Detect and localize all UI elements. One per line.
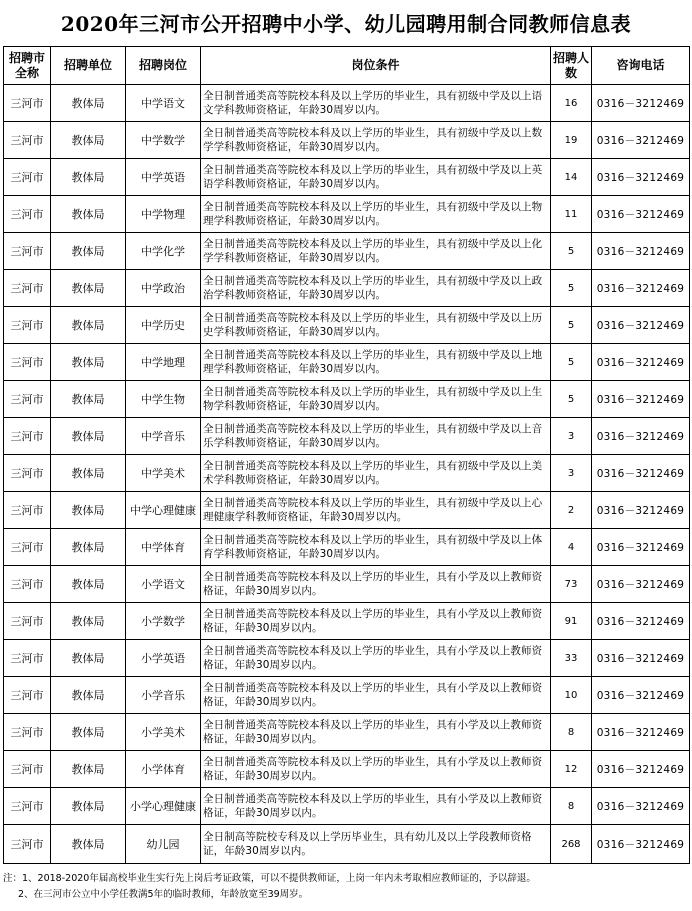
cell-condition: 全日制普通类高等院校本科及以上学历的毕业生，具有小学及以上教师资格证，年龄30周岁以内。 xyxy=(201,640,551,677)
cell-city: 三河市 xyxy=(4,566,51,603)
cell-unit: 教体局 xyxy=(51,751,126,788)
cell-count: 5 xyxy=(551,233,592,270)
cell-post: 中学地理 xyxy=(126,344,201,381)
cell-city: 三河市 xyxy=(4,307,51,344)
cell-condition: 全日制普通类高等院校本科及以上学历的毕业生，具有初级中学及以上英语学科教师资格证，年龄30周岁以内。 xyxy=(201,159,551,196)
cell-unit: 教体局 xyxy=(51,270,126,307)
table-row xyxy=(4,788,690,825)
header-city: 招聘市全称 xyxy=(4,47,51,85)
cell-phone: 0316－3212469 xyxy=(592,677,690,714)
cell-city: 三河市 xyxy=(4,603,51,640)
cell-count: 8 xyxy=(551,788,592,825)
table-row xyxy=(4,751,690,788)
cell-city: 三河市 xyxy=(4,825,51,864)
cell-condition: 全日制普通类高等院校本科及以上学历的毕业生，具有小学及以上教师资格证，年龄30周岁以内。 xyxy=(201,788,551,825)
cell-city: 三河市 xyxy=(4,455,51,492)
cell-condition: 全日制普通类高等院校本科及以上学历的毕业生，具有初级中学及以上体育学科教师资格证，年龄30周岁以内。 xyxy=(201,529,551,566)
cell-phone: 0316－3212469 xyxy=(592,492,690,529)
table-row xyxy=(4,640,690,677)
cell-count: 5 xyxy=(551,270,592,307)
table-row xyxy=(4,381,690,418)
page-title: 2020年三河市公开招聘中小学、幼儿园聘用制合同教师信息表 xyxy=(60,11,632,36)
cell-city: 三河市 xyxy=(4,122,51,159)
cell-post: 小学体育 xyxy=(126,751,201,788)
cell-post: 中学生物 xyxy=(126,381,201,418)
cell-post: 中学历史 xyxy=(126,307,201,344)
cell-city: 三河市 xyxy=(4,529,51,566)
table-row xyxy=(4,122,690,159)
cell-post: 幼儿园 xyxy=(126,825,201,864)
cell-unit: 教体局 xyxy=(51,85,126,122)
cell-city: 三河市 xyxy=(4,751,51,788)
header-unit: 招聘单位 xyxy=(51,47,126,85)
cell-count: 91 xyxy=(551,603,592,640)
cell-post: 中学化学 xyxy=(126,233,201,270)
table-row xyxy=(4,159,690,196)
table-row xyxy=(4,492,690,529)
cell-city: 三河市 xyxy=(4,677,51,714)
header-post: 招聘岗位 xyxy=(126,47,201,85)
cell-phone: 0316－3212469 xyxy=(592,270,690,307)
note-line: 注：1、2018-2020年届高校毕业生实行先上岗后考证政策，可以不提供教师证，上岗一年内未考取相应教师证的，予以辞退。 xyxy=(3,873,536,884)
cell-condition: 全日制普通类高等院校本科及以上学历的毕业生，具有初级中学及以上化学学科教师资格证，年龄30周岁以内。 xyxy=(201,233,551,270)
cell-count: 5 xyxy=(551,381,592,418)
cell-condition: 全日制普通类高等院校本科及以上学历的毕业生，具有小学及以上教师资格证，年龄30周岁以内。 xyxy=(201,566,551,603)
cell-post: 中学物理 xyxy=(126,196,201,233)
cell-condition: 全日制普通类高等院校本科及以上学历的毕业生，具有初级中学及以上心理健康学科教师资格证，年龄30周岁以内。 xyxy=(201,492,551,529)
note-line: 2、在三河市公立中小学任教满5年的临时教师，年龄放宽至39周岁。 xyxy=(18,889,309,900)
cell-phone: 0316－3212469 xyxy=(592,455,690,492)
recruitment-table xyxy=(3,46,690,864)
cell-condition: 全日制普通类高等院校本科及以上学历的毕业生，具有初级中学及以上物理学科教师资格证，年龄30周岁以内。 xyxy=(201,196,551,233)
cell-phone: 0316－3212469 xyxy=(592,751,690,788)
cell-post: 中学体育 xyxy=(126,529,201,566)
table-row xyxy=(4,455,690,492)
cell-count: 14 xyxy=(551,159,592,196)
cell-condition: 全日制普通类高等院校本科及以上学历的毕业生，具有小学及以上教师资格证，年龄30周岁以内。 xyxy=(201,677,551,714)
cell-condition: 全日制普通类高等院校本科及以上学历的毕业生，具有初级中学及以上语文学科教师资格证，年龄30周岁以内。 xyxy=(201,85,551,122)
cell-phone: 0316－3212469 xyxy=(592,307,690,344)
table-row xyxy=(4,196,690,233)
cell-phone: 0316－3212469 xyxy=(592,640,690,677)
cell-unit: 教体局 xyxy=(51,714,126,751)
table-header-row xyxy=(4,47,690,85)
cell-post: 小学心理健康 xyxy=(126,788,201,825)
cell-unit: 教体局 xyxy=(51,122,126,159)
cell-phone: 0316－3212469 xyxy=(592,381,690,418)
cell-phone: 0316－3212469 xyxy=(592,233,690,270)
cell-post: 中学英语 xyxy=(126,159,201,196)
cell-condition: 全日制普通类高等院校本科及以上学历的毕业生，具有初级中学及以上政治学科教师资格证，年龄30周岁以内。 xyxy=(201,270,551,307)
table-row xyxy=(4,714,690,751)
cell-phone: 0316－3212469 xyxy=(592,122,690,159)
table-row xyxy=(4,825,690,864)
cell-city: 三河市 xyxy=(4,418,51,455)
cell-city: 三河市 xyxy=(4,196,51,233)
cell-phone: 0316－3212469 xyxy=(592,529,690,566)
cell-unit: 教体局 xyxy=(51,418,126,455)
cell-count: 3 xyxy=(551,455,592,492)
cell-unit: 教体局 xyxy=(51,196,126,233)
cell-count: 5 xyxy=(551,344,592,381)
table-row xyxy=(4,307,690,344)
cell-condition: 全日制普通类高等院校本科及以上学历的毕业生，具有小学及以上教师资格证，年龄30周岁以内。 xyxy=(201,751,551,788)
cell-post: 小学英语 xyxy=(126,640,201,677)
table-row xyxy=(4,85,690,122)
cell-count: 33 xyxy=(551,640,592,677)
cell-post: 小学音乐 xyxy=(126,677,201,714)
cell-phone: 0316－3212469 xyxy=(592,85,690,122)
cell-unit: 教体局 xyxy=(51,788,126,825)
cell-count: 73 xyxy=(551,566,592,603)
cell-condition: 全日制普通类高等院校本科及以上学历的毕业生，具有初级中学及以上地理学科教师资格证，年龄30周岁以内。 xyxy=(201,344,551,381)
cell-unit: 教体局 xyxy=(51,566,126,603)
cell-unit: 教体局 xyxy=(51,640,126,677)
cell-count: 5 xyxy=(551,307,592,344)
cell-unit: 教体局 xyxy=(51,677,126,714)
cell-phone: 0316－3212469 xyxy=(592,344,690,381)
cell-phone: 0316－3212469 xyxy=(592,566,690,603)
cell-phone: 0316－3212469 xyxy=(592,196,690,233)
cell-city: 三河市 xyxy=(4,381,51,418)
cell-count: 2 xyxy=(551,492,592,529)
header-condition: 岗位条件 xyxy=(201,47,551,85)
cell-post: 中学美术 xyxy=(126,455,201,492)
cell-count: 16 xyxy=(551,85,592,122)
cell-condition: 全日制普通类高等院校本科及以上学历的毕业生，具有初级中学及以上历史学科教师资格证，年龄30周岁以内。 xyxy=(201,307,551,344)
cell-count: 19 xyxy=(551,122,592,159)
cell-city: 三河市 xyxy=(4,344,51,381)
cell-count: 268 xyxy=(551,825,592,864)
notes xyxy=(3,871,689,903)
cell-city: 三河市 xyxy=(4,233,51,270)
header-phone: 咨询电话 xyxy=(592,47,690,85)
cell-condition: 全日制高等院校专科及以上学历毕业生，具有幼儿及以上学段教师资格证，年龄30周岁以内。 xyxy=(201,825,551,864)
cell-count: 8 xyxy=(551,714,592,751)
cell-unit: 教体局 xyxy=(51,529,126,566)
cell-post: 中学音乐 xyxy=(126,418,201,455)
cell-post: 中学数学 xyxy=(126,122,201,159)
cell-city: 三河市 xyxy=(4,85,51,122)
cell-unit: 教体局 xyxy=(51,307,126,344)
cell-unit: 教体局 xyxy=(51,603,126,640)
cell-phone: 0316－3212469 xyxy=(592,714,690,751)
cell-city: 三河市 xyxy=(4,714,51,751)
table-row xyxy=(4,270,690,307)
cell-post: 小学美术 xyxy=(126,714,201,751)
table-row xyxy=(4,344,690,381)
cell-unit: 教体局 xyxy=(51,492,126,529)
header-count: 招聘人数 xyxy=(551,47,592,85)
cell-condition: 全日制普通类高等院校本科及以上学历的毕业生，具有小学及以上教师资格证，年龄30周岁以内。 xyxy=(201,603,551,640)
cell-post: 小学数学 xyxy=(126,603,201,640)
cell-unit: 教体局 xyxy=(51,344,126,381)
cell-unit: 教体局 xyxy=(51,455,126,492)
table-row xyxy=(4,529,690,566)
cell-phone: 0316－3212469 xyxy=(592,603,690,640)
cell-post: 中学语文 xyxy=(126,85,201,122)
cell-phone: 0316－3212469 xyxy=(592,788,690,825)
cell-city: 三河市 xyxy=(4,788,51,825)
table-row xyxy=(4,233,690,270)
cell-city: 三河市 xyxy=(4,270,51,307)
cell-count: 3 xyxy=(551,418,592,455)
cell-post: 中学政治 xyxy=(126,270,201,307)
cell-condition: 全日制普通类高等院校本科及以上学历的毕业生，具有初级中学及以上数学学科教师资格证，年龄30周岁以内。 xyxy=(201,122,551,159)
cell-unit: 教体局 xyxy=(51,825,126,864)
cell-post: 中学心理健康 xyxy=(126,492,201,529)
cell-city: 三河市 xyxy=(4,159,51,196)
cell-condition: 全日制普通类高等院校本科及以上学历的毕业生，具有初级中学及以上生物学科教师资格证，年龄30周岁以内。 xyxy=(201,381,551,418)
table-row xyxy=(4,603,690,640)
cell-phone: 0316－3212469 xyxy=(592,825,690,864)
cell-condition: 全日制普通类高等院校本科及以上学历的毕业生，具有初级中学及以上音乐学科教师资格证，年龄30周岁以内。 xyxy=(201,418,551,455)
cell-condition: 全日制普通类高等院校本科及以上学历的毕业生，具有初级中学及以上美术学科教师资格证，年龄30周岁以内。 xyxy=(201,455,551,492)
cell-unit: 教体局 xyxy=(51,159,126,196)
table-row xyxy=(4,566,690,603)
cell-count: 10 xyxy=(551,677,592,714)
cell-unit: 教体局 xyxy=(51,381,126,418)
table-row xyxy=(4,418,690,455)
cell-unit: 教体局 xyxy=(51,233,126,270)
cell-phone: 0316－3212469 xyxy=(592,159,690,196)
cell-condition: 全日制普通类高等院校本科及以上学历的毕业生，具有小学及以上教师资格证，年龄30周岁以内。 xyxy=(201,714,551,751)
table-body xyxy=(4,85,690,864)
cell-city: 三河市 xyxy=(4,492,51,529)
table-row xyxy=(4,677,690,714)
cell-count: 12 xyxy=(551,751,592,788)
cell-count: 11 xyxy=(551,196,592,233)
cell-city: 三河市 xyxy=(4,640,51,677)
cell-phone: 0316－3212469 xyxy=(592,418,690,455)
cell-count: 4 xyxy=(551,529,592,566)
cell-post: 小学语文 xyxy=(126,566,201,603)
